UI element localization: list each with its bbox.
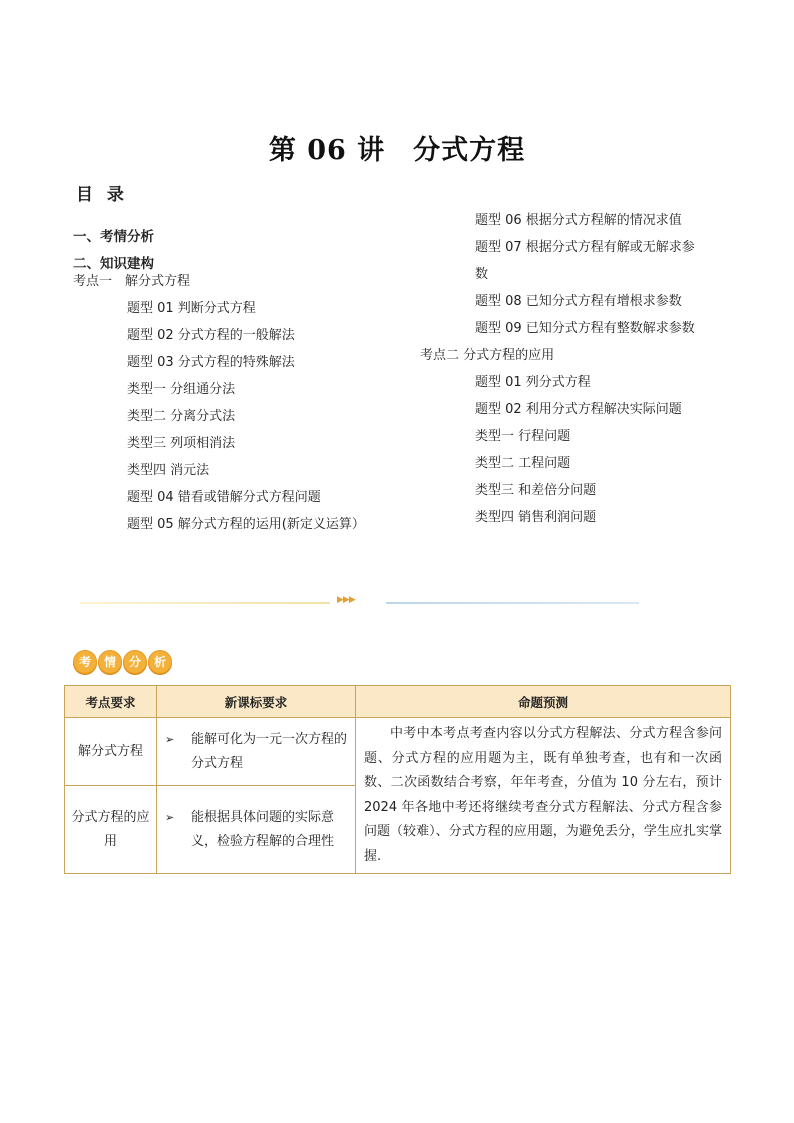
divider-right [386,602,639,604]
toc-item: 类型一 行程问题 [475,429,571,444]
table-row [65,718,731,786]
point-cell: 分式方程的应用 [65,786,157,874]
point-cell: 解分式方程 [65,718,157,786]
toc-item: 类型四 销售利润问题 [475,510,597,525]
section-badge [73,650,172,674]
bullet-arrow-icon: ➢ [165,810,175,824]
toc-item: 题型 02 分式方程的一般解法 [127,328,295,343]
requirement-cell [157,718,356,786]
toc-item: 类型三 列项相消法 [127,436,236,451]
toc-item: 题型 09 已知分式方程有整数解求参数 [475,321,695,336]
toc-right-column [420,207,695,531]
toc-heading: 目 录 [76,185,128,205]
bullet-arrow-icon: ➢ [165,732,175,746]
toc-item: 题型 05 解分式方程的运用(新定义运算） [127,517,365,532]
toc-item: 类型三 和差倍分问题 [475,483,597,498]
toc-item: 类型四 消元法 [127,463,210,478]
header-prediction: 命题预测 [356,686,731,718]
toc-item: 类型二 工程问题 [475,456,571,471]
prediction-cell: 中考中本考点考查内容以分式方程解法、分式方程含参问题、分式方程的应用题为主，既有单独考查，也有和一次函数、二次函数结合考察，年年考查，分值为 10 分左右，预计 2024 年各地中考还将继续考查分式方程解法、分式方程含参问题（较难）、分式方程的应用题，为避免丢分，学生应扎实掌握. [356,718,731,874]
toc-item: 数 [475,267,489,282]
analysis-table [64,685,731,874]
requirement-cell [157,786,356,874]
toc-item: 题型 07 根据分式方程有解或无解求参 [475,240,695,255]
toc-item: 考点一 解分式方程 [73,274,191,289]
toc-item: 二、知识建构 [73,256,154,272]
page-title: 第 06 讲 分式方程 [268,135,526,166]
toc-item: 类型二 分离分式法 [127,409,236,424]
badge-char: 考 [73,650,97,674]
toc-item: 题型 01 列分式方程 [475,375,591,390]
toc-left-column [73,224,365,538]
toc-item: 考点二 分式方程的应用 [420,348,555,363]
toc-item: 类型一 分组通分法 [127,382,236,397]
toc-item: 一、考情分析 [73,229,154,245]
badge-char: 分 [123,650,147,674]
badge-char: 析 [148,650,172,674]
requirement-text: 能解可化为一元一次方程的分式方程 [191,731,348,771]
badge-char: 情 [98,650,122,674]
table-header-row [65,686,731,718]
header-point: 考点要求 [65,686,157,718]
header-requirement: 新课标要求 [157,686,356,718]
toc-item: 题型 03 分式方程的特殊解法 [127,355,295,370]
toc-item: 题型 04 错看或错解分式方程问题 [127,490,321,505]
arrow-icon: ▶▶▶ [337,595,355,605]
toc-item: 题型 02 利用分式方程解决实际问题 [475,402,682,417]
toc-item: 题型 01 判断分式方程 [127,301,256,316]
toc-item: 题型 08 已知分式方程有增根求参数 [475,294,682,309]
toc-item: 题型 06 根据分式方程解的情况求值 [475,213,682,228]
requirement-text: 能根据具体问题的实际意义，检验方程解的合理性 [191,809,335,849]
divider-left [80,602,330,604]
